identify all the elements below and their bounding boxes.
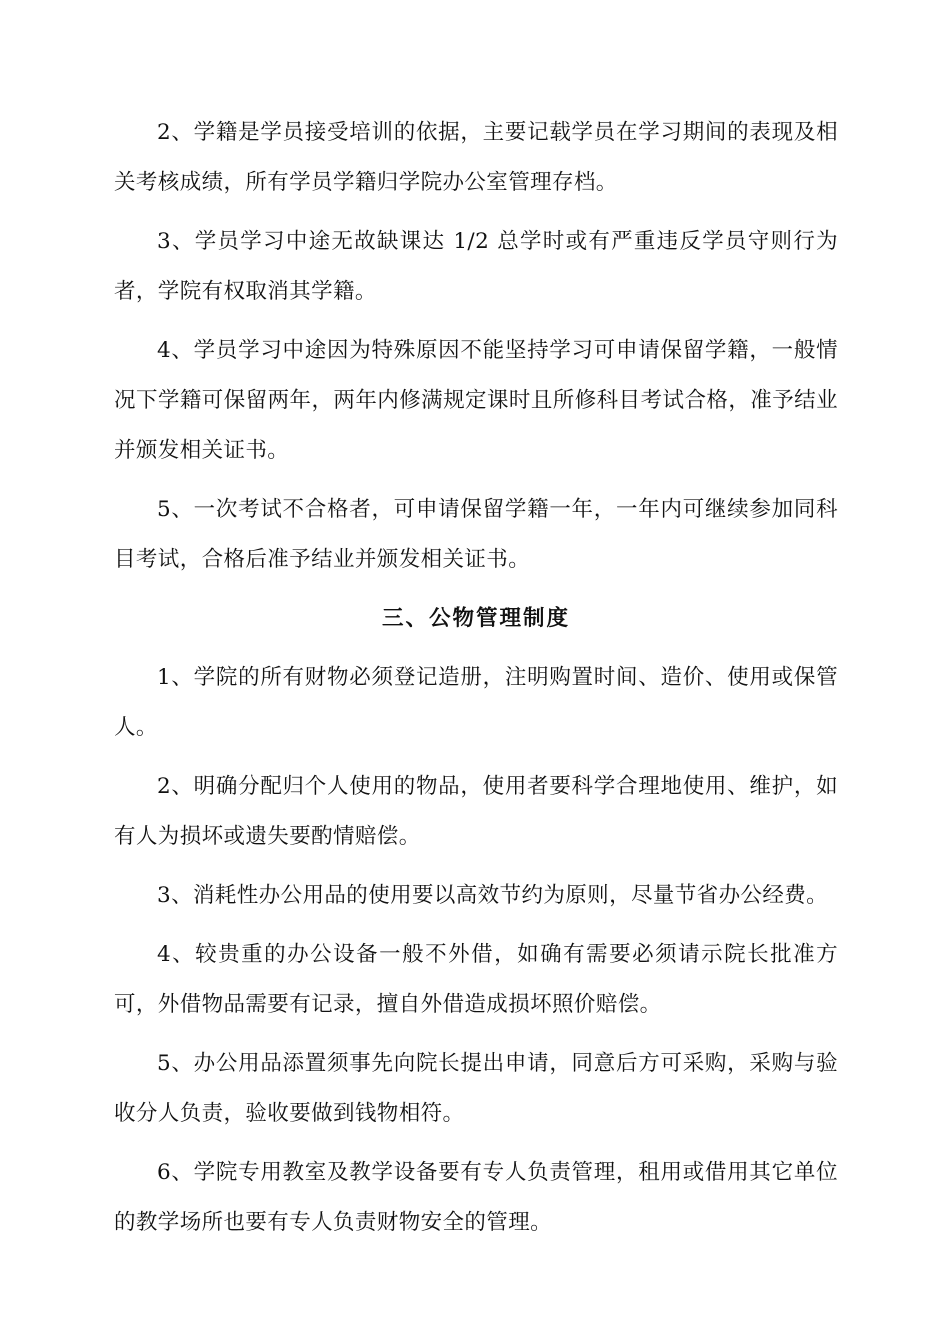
paragraph-absence-cancellation: 3、学员学习中途无故缺课达 1/2 总学时或有严重违反学员守则行为者，学院有权取消其学籍。 [114, 229, 838, 304]
document-page [114, 108, 838, 1257]
paragraph-equipment-lending: 4、较贵重的办公设备一般不外借，如确有需要必须请示院长批准方可，外借物品需要有记录，擅自外借造成损坏照价赔偿。 [114, 942, 838, 1017]
paragraph-student-record-basis: 2、学籍是学员接受培训的依据，主要记载学员在学习期间的表现及相关考核成绩，所有学员学籍归学院办公室管理存档。 [114, 120, 838, 195]
paragraph-classroom-management: 6、学院专用教室及教学设备要有专人负责管理，租用或借用其它单位的教学场所也要有专人负责财物安全的管理。 [114, 1160, 838, 1235]
paragraph-failed-exam: 5、一次考试不合格者，可申请保留学籍一年，一年内可继续参加同科目考试，合格后准予结业并颁发相关证书。 [114, 497, 838, 572]
paragraph-asset-registration: 1、学院的所有财物必须登记造册，注明购置时间、造价、使用或保管人。 [114, 665, 838, 740]
paragraph-personal-items: 2、明确分配归个人使用的物品，使用者要科学合理地使用、维护，如有人为损坏或遗失要酌情赔偿。 [114, 774, 838, 849]
paragraph-purchasing: 5、办公用品添置须事先向院长提出申请，同意后方可采购，采购与验收分人负责，验收要做到钱物相符。 [114, 1051, 838, 1126]
paragraph-consumables: 3、消耗性办公用品的使用要以高效节约为原则，尽量节省办公经费。 [157, 883, 829, 908]
section-heading-property-management: 三、公物管理制度 [381, 606, 570, 631]
paragraph-record-retention: 4、学员学习中途因为特殊原因不能坚持学习可申请保留学籍，一般情况下学籍可保留两年，两年内修满规定课时且所修科目考试合格，准予结业并颁发相关证书。 [114, 338, 838, 463]
